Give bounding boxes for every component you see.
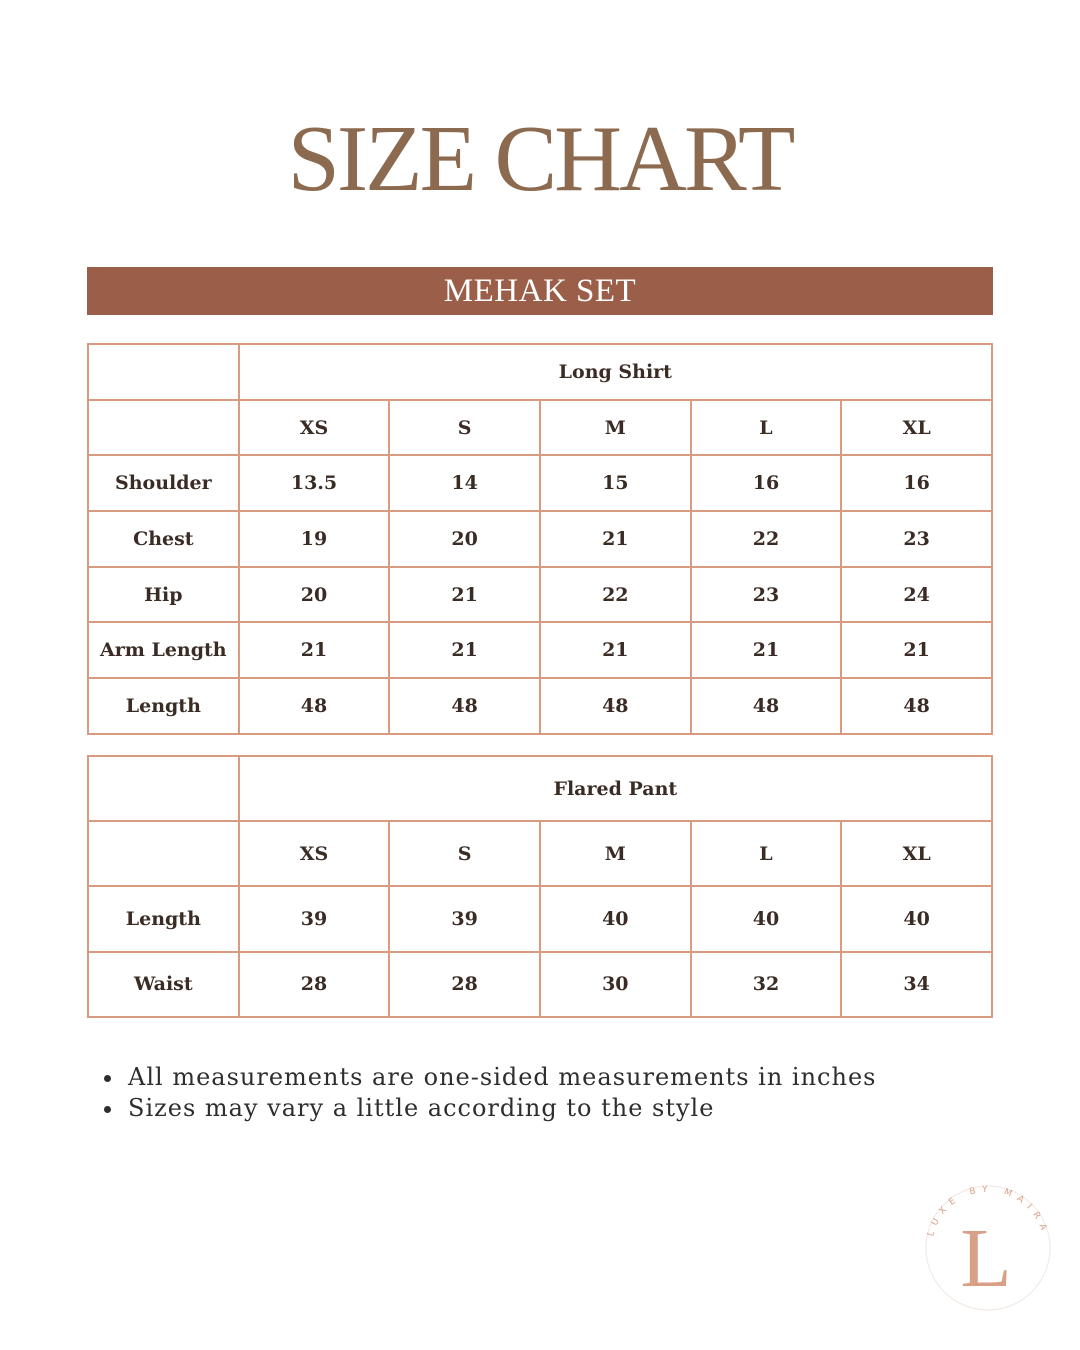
table-cell: 40 — [841, 886, 992, 951]
size-label: L — [691, 400, 842, 456]
size-row — [88, 821, 992, 886]
note-item: Sizes may vary a little according to the style — [102, 1093, 1002, 1124]
table-cell: 21 — [841, 622, 992, 678]
table-cell: 48 — [540, 678, 691, 734]
table-cell: 22 — [540, 567, 691, 623]
table-cell: 13.5 — [239, 455, 390, 511]
table-cell: 19 — [239, 511, 390, 567]
table-cell: 16 — [841, 455, 992, 511]
table-row — [88, 678, 992, 734]
table-cell: 28 — [389, 952, 540, 1017]
notes-list — [102, 1062, 1002, 1124]
brand-logo-icon — [920, 1180, 1056, 1316]
logo-ring-text: LUXE BY MAIRA — [926, 1184, 1050, 1238]
row-label: Length — [88, 886, 239, 951]
group-label: Flared Pant — [239, 756, 992, 821]
table-cell: 48 — [841, 678, 992, 734]
table-cell: 23 — [691, 567, 842, 623]
table-row — [88, 511, 992, 567]
row-label: Length — [88, 678, 239, 734]
table-cell: 21 — [389, 622, 540, 678]
empty-corner-cell — [88, 756, 239, 821]
table-cell: 48 — [389, 678, 540, 734]
size-label: M — [540, 821, 691, 886]
size-label: S — [389, 400, 540, 456]
size-label: L — [691, 821, 842, 886]
page-title: SIZE CHART — [287, 107, 793, 211]
table-cell: 20 — [389, 511, 540, 567]
row-label: Shoulder — [88, 455, 239, 511]
table-cell: 24 — [841, 567, 992, 623]
row-label: Arm Length — [88, 622, 239, 678]
table-cell: 32 — [691, 952, 842, 1017]
table-row — [88, 952, 992, 1017]
table-cell: 22 — [691, 511, 842, 567]
table-cell: 48 — [691, 678, 842, 734]
table-cell: 23 — [841, 511, 992, 567]
row-label: Waist — [88, 952, 239, 1017]
table-cell: 48 — [239, 678, 390, 734]
table-header-row — [88, 344, 992, 400]
size-label: XS — [239, 821, 390, 886]
table-cell: 39 — [389, 886, 540, 951]
table-cell: 14 — [389, 455, 540, 511]
table-cell: 40 — [691, 886, 842, 951]
table-row — [88, 455, 992, 511]
table-cell: 20 — [239, 567, 390, 623]
size-label: XS — [239, 400, 390, 456]
table-cell: 21 — [239, 622, 390, 678]
logo-letter: L — [960, 1212, 1012, 1305]
table-cell: 40 — [540, 886, 691, 951]
size-row — [88, 400, 992, 456]
empty-corner-cell — [88, 344, 239, 400]
group-label: Long Shirt — [239, 344, 992, 400]
row-label: Hip — [88, 567, 239, 623]
empty-corner-cell — [88, 400, 239, 456]
table-cell: 16 — [691, 455, 842, 511]
table-row — [88, 567, 992, 623]
table-cell: 30 — [540, 952, 691, 1017]
note-item: All measurements are one-sided measurements in inches — [102, 1062, 1002, 1093]
table-row — [88, 886, 992, 951]
long-shirt-table — [87, 343, 993, 735]
table-cell: 21 — [540, 511, 691, 567]
size-label: S — [389, 821, 540, 886]
table-cell: 21 — [389, 567, 540, 623]
size-label: M — [540, 400, 691, 456]
table-cell: 34 — [841, 952, 992, 1017]
table-header-row — [88, 756, 992, 821]
table-row — [88, 622, 992, 678]
flared-pant-table — [87, 755, 993, 1018]
table-cell: 15 — [540, 455, 691, 511]
empty-corner-cell — [88, 821, 239, 886]
table-cell: 21 — [540, 622, 691, 678]
product-banner: MEHAK SET — [87, 267, 993, 315]
table-cell: 28 — [239, 952, 390, 1017]
table-cell: 21 — [691, 622, 842, 678]
table-cell: 39 — [239, 886, 390, 951]
size-label: XL — [841, 821, 992, 886]
size-label: XL — [841, 400, 992, 456]
row-label: Chest — [88, 511, 239, 567]
